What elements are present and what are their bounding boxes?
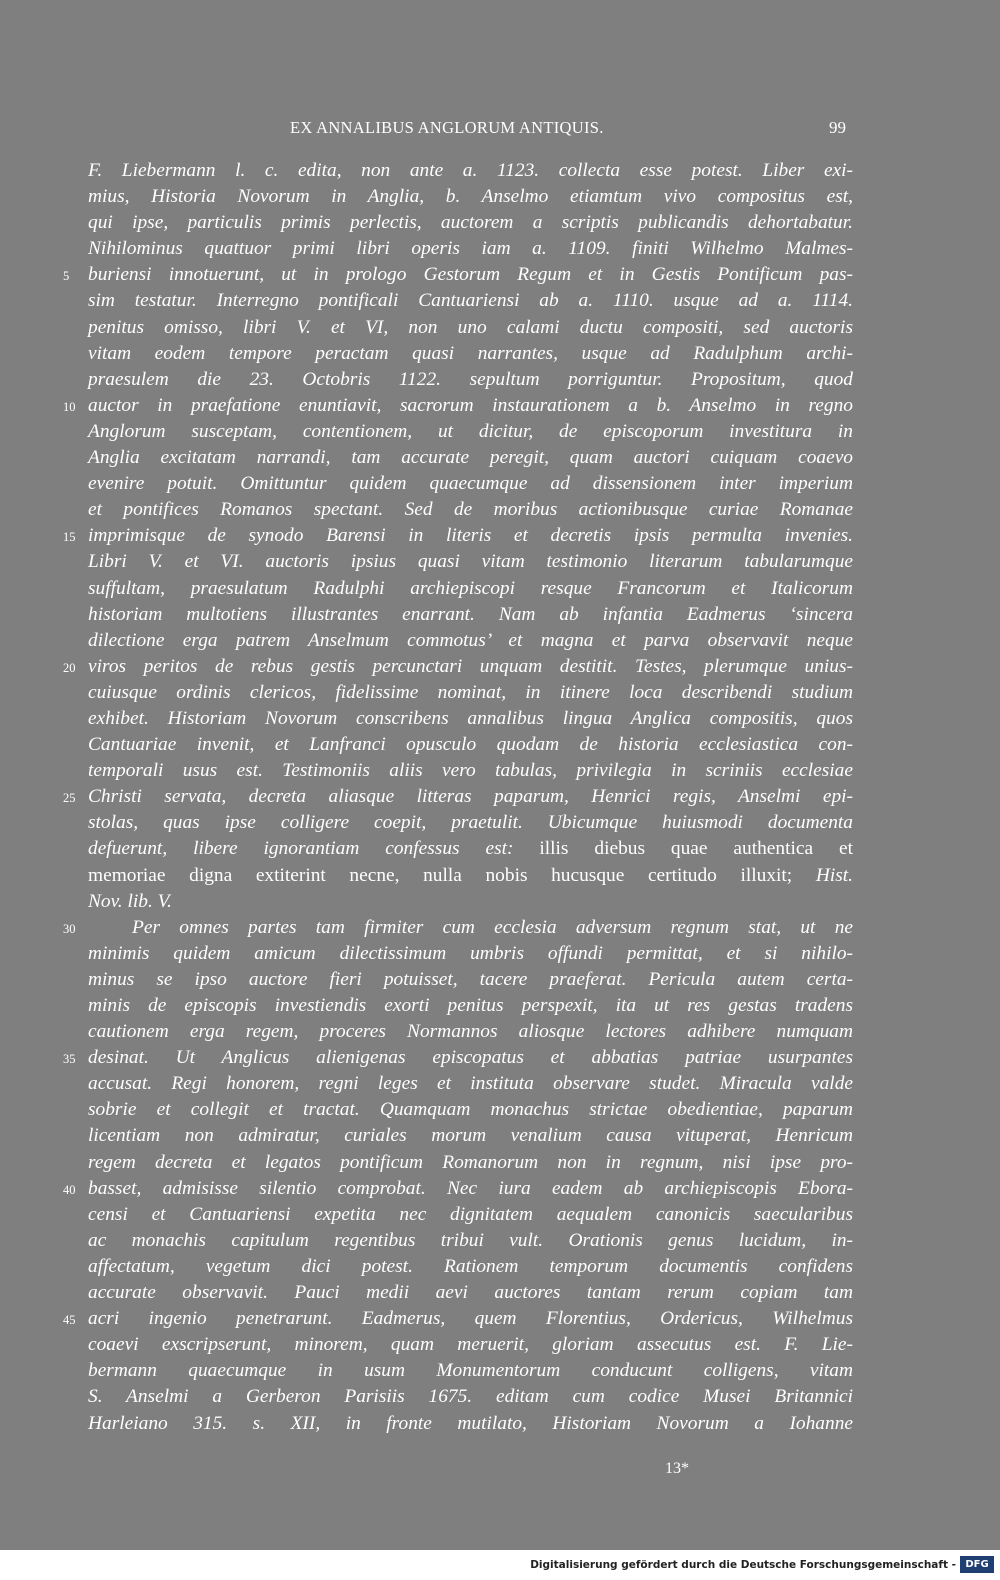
line-text <box>88 497 853 523</box>
text-line <box>63 523 853 549</box>
line-italic-text: penitus omisso, libri V. et VI, non uno calami ductu compositi, sed auctoris <box>88 316 853 338</box>
line-italic-text: regem decreta et legatos pontificum Romanorum non in regnum, nisi ipse pro- <box>88 1151 853 1173</box>
line-text <box>88 1071 853 1097</box>
line-italic-text: Per omnes partes tam firmiter cum ecclesia adversum regnum stat, ut ne <box>132 916 853 938</box>
line-italic-text: viros peritos de rebus gestis percunctari unquam destitit. Testes, plerumque unius- <box>88 655 853 677</box>
text-line <box>63 784 853 810</box>
text-line <box>88 1123 853 1149</box>
line-text <box>88 941 853 967</box>
line-italic-text: stolas, quas ipse colligere coepit, praetulit. Ubicumque huiusmodi documenta <box>88 812 853 834</box>
text-line <box>88 967 853 993</box>
text-line <box>88 628 853 654</box>
line-text <box>88 1123 853 1149</box>
line-text <box>88 341 853 367</box>
line-text <box>88 810 853 836</box>
line-upright-text: illis diebus quae authentica et <box>513 838 853 860</box>
body-text <box>63 158 853 1437</box>
line-italic-text: dilectione erga patrem Anselmum commotus’ et magna et parva observavit neque <box>88 629 853 651</box>
line-text <box>88 993 853 1019</box>
line-text <box>88 549 853 575</box>
line-italic-text: Christi servata, decreta aliasque litteras paparum, Henrici regis, Anselmi epi- <box>88 786 853 808</box>
line-italic-text: licentiam non admiratur, curiales morum venalium causa vituperat, Henricum <box>88 1125 853 1147</box>
line-italic-text: sim testatur. Interregno pontificali Cantuariensi ab a. 1110. usque ad a. 1114. <box>88 290 853 312</box>
line-text <box>88 262 853 288</box>
line-italic-text: auctor in praefatione enuntiavit, sacrorum instaurationem a b. Anselmo in regno <box>88 394 853 416</box>
line-italic-text: Nihilominus quattuor primi libri operis iam a. 1109. finiti Wilhelmo Malmes- <box>88 238 853 260</box>
text-line <box>63 1176 853 1202</box>
line-upright-text: memoriae digna extiterint necne, nulla nobis hucusque certitudo illuxit; <box>88 864 793 886</box>
line-text <box>88 1202 853 1228</box>
line-italic-text: F. Liebermann l. c. edita, non ante a. 1123. collecta esse potest. Liber exi- <box>88 160 853 181</box>
line-number: 40 <box>63 1182 76 1197</box>
line-italic-text: affectatum, vegetum dici potest. Rationem temporum documentis confidens <box>88 1255 853 1277</box>
text-line <box>88 288 853 314</box>
text-line <box>63 654 853 680</box>
line-italic-text: praesulem die 23. Octobris 1122. sepultum porriguntur. Propositum, quod <box>88 368 853 390</box>
funding-note: Digitalisierung gefördert durch die Deutsche Forschungsgemeinschaft - <box>530 1559 956 1571</box>
line-number: 45 <box>63 1313 76 1328</box>
line-text <box>88 654 853 680</box>
line-text <box>88 1411 853 1437</box>
page-number: 99 <box>829 118 846 137</box>
line-italic-text: Libri V. et VI. auctoris ipsius quasi vitam testimonio literarum tabularumque <box>88 551 853 573</box>
line-text <box>88 1280 853 1306</box>
line-text <box>88 158 853 184</box>
text-line <box>88 184 853 210</box>
running-title: EX ANNALIBUS ANGLORUM ANTIQUIS. <box>290 118 604 137</box>
line-text <box>88 576 853 602</box>
text-line <box>88 602 853 628</box>
line-italic-text: buriensi innotuerunt, ut in prologo Gestorum Regum et in Gestis Pontificum pas- <box>88 264 853 286</box>
line-number: 5 <box>63 269 70 284</box>
line-text <box>88 419 853 445</box>
line-text <box>88 915 853 941</box>
line-text <box>88 758 853 784</box>
line-italic-text: accurate observavit. Pauci medii aevi auctores tantam rerum copiam tam <box>88 1282 853 1304</box>
line-italic-text: minis de episcopis investiendis exorti penitus perspexit, ita ut res gestas tradens <box>88 995 853 1016</box>
text-line <box>88 889 853 915</box>
text-line <box>88 158 853 184</box>
text-line <box>88 367 853 393</box>
text-line <box>63 262 853 288</box>
line-text <box>88 836 853 862</box>
line-text <box>88 471 853 497</box>
line-italic-text: acri ingenio penetrarunt. Eadmerus, quem Florentius, Ordericus, Wilhelmus <box>88 1308 853 1330</box>
text-line <box>88 1280 853 1306</box>
text-line <box>88 549 853 575</box>
text-line <box>88 1150 853 1176</box>
line-text <box>88 1019 853 1045</box>
line-italic-text: minus se ipso auctore fieri potuisset, tacere praeferat. Pericula autem certa- <box>88 968 853 990</box>
line-italic-text: Cantuariae invenit, et Lanfranci opusculo quodam de historia ecclesiastica con- <box>88 734 853 756</box>
line-italic-text: exhibet. Historiam Novorum conscribens annalibus lingua Anglica compositis, quos <box>88 707 853 729</box>
line-italic-text: evenire potuit. Omittuntur quidem quaecumque ad dissensionem inter imperium <box>88 473 853 495</box>
line-text <box>88 523 853 549</box>
line-italic-text: cuiusque ordinis clericos, fidelissime nominat, in itinere loca describendi studium <box>88 681 853 703</box>
text-line <box>88 1228 853 1254</box>
line-text <box>88 1306 853 1332</box>
line-number: 15 <box>63 530 76 545</box>
text-line <box>88 680 853 706</box>
text-line <box>88 993 853 1019</box>
line-italic-text: minimis quidem amicum dilectissimum umbris offundi permittat, et si nihilo- <box>88 942 853 964</box>
line-italic-text: suffultam, praesulatum Radulphi archiepiscopi resque Francorum et Italicorum <box>88 577 853 599</box>
text-line <box>88 863 853 889</box>
footer-bar <box>0 1550 1000 1580</box>
line-text <box>88 784 853 810</box>
line-italic-text: cautionem erga regem, proceres Normannos aliosque lectores adhibere numquam <box>88 1021 853 1043</box>
line-text <box>88 680 853 706</box>
line-text <box>88 1228 853 1254</box>
line-text <box>88 706 853 732</box>
text-line <box>88 471 853 497</box>
line-italic-text: coaevi exscripserunt, minorem, quam meruerit, gloriam assecutus est. F. Lie- <box>88 1334 853 1356</box>
text-line <box>88 1358 853 1384</box>
line-number: 30 <box>63 921 76 936</box>
line-text <box>88 889 853 915</box>
line-text <box>88 732 853 758</box>
line-text <box>88 288 853 314</box>
text-line <box>63 393 853 419</box>
text-line <box>88 758 853 784</box>
signature-mark: 13* <box>665 1460 689 1477</box>
line-text <box>88 315 853 341</box>
line-text <box>88 1097 853 1123</box>
text-line <box>63 915 853 941</box>
line-text <box>88 967 853 993</box>
line-number: 20 <box>63 660 76 675</box>
running-head <box>0 118 1000 142</box>
text-line <box>88 1019 853 1045</box>
line-text <box>88 1384 853 1410</box>
line-text <box>88 1150 853 1176</box>
line-italic-text: Anglia excitatam narrandi, tam accurate peregit, quam auctori cuiquam coaevo <box>88 447 853 469</box>
line-text <box>88 367 853 393</box>
line-text <box>88 1332 853 1358</box>
line-number: 25 <box>63 791 76 806</box>
line-italic-text: Harleiano 315. s. XII, in fronte mutilato, Historiam Novorum a Iohanne <box>88 1412 853 1434</box>
text-line <box>88 1071 853 1097</box>
line-italic-text: et pontifices Romanos spectant. Sed de moribus actionibusque curiae Romanae <box>88 499 853 521</box>
line-italic-text: sobrie et collegit et tractat. Quamquam monachus strictae obedientiae, paparum <box>88 1099 853 1121</box>
line-italic-text: Nov. lib. V. <box>88 890 172 912</box>
line-italic-text: censi et Cantuariensi expetita nec dignitatem aequalem canonicis saecularibus <box>88 1203 853 1225</box>
line-text <box>88 184 853 210</box>
text-line <box>88 706 853 732</box>
line-text <box>88 1045 853 1071</box>
line-number: 10 <box>63 399 76 414</box>
line-text <box>88 863 853 889</box>
text-line <box>88 576 853 602</box>
text-line <box>88 210 853 236</box>
text-line <box>88 419 853 445</box>
dfg-logo: DFG <box>960 1556 994 1573</box>
text-line <box>63 1045 853 1071</box>
line-italic-text: vitam eodem tempore peractam quasi narrantes, usque ad Radulphum archi- <box>88 342 853 364</box>
text-line <box>88 1254 853 1280</box>
text-line <box>88 445 853 471</box>
line-number: 35 <box>63 1052 76 1067</box>
line-italic-text: S. Anselmi a Gerberon Parisiis 1675. editam cum codice Musei Britannici <box>88 1386 853 1408</box>
text-line <box>88 1411 853 1437</box>
text-line <box>88 236 853 262</box>
line-italic-text: historiam multotiens illustrantes enarrant. Nam ab infantia Eadmerus ‘sincera <box>88 603 853 625</box>
text-line <box>88 810 853 836</box>
line-italic-tail: Hist. <box>792 864 853 886</box>
line-italic-text: Anglorum susceptam, contentionem, ut dicitur, de episcoporum investitura in <box>88 420 853 442</box>
text-line <box>88 1384 853 1410</box>
text-line <box>88 1332 853 1358</box>
line-italic-text: desinat. Ut Anglicus alienigenas episcopatus et abbatias patriae usurpantes <box>88 1047 853 1069</box>
line-italic-text: qui ipse, particulis primis perlectis, auctorem a scriptis publicandis dehortabatur. <box>88 212 853 234</box>
line-text <box>88 210 853 236</box>
text-line <box>88 732 853 758</box>
line-text <box>88 1358 853 1384</box>
text-line <box>88 341 853 367</box>
line-text <box>88 1254 853 1280</box>
text-line <box>88 1202 853 1228</box>
line-italic-text: accusat. Regi honorem, regni leges et instituta observare studet. Miracula valde <box>88 1073 853 1095</box>
line-text <box>88 393 853 419</box>
text-line <box>88 941 853 967</box>
text-line <box>88 1097 853 1123</box>
text-line <box>88 836 853 862</box>
line-italic-text: imprimisque de synodo Barensi in literis et decretis ipsis permulta invenies. <box>88 525 853 547</box>
line-italic-text: defuerunt, libere ignorantiam confessus est: <box>88 838 514 860</box>
line-italic-text: basset, admisisse silentio comprobat. Nec iura eadem ab archiepiscopis Ebora- <box>88 1177 853 1199</box>
line-italic-text: ac monachis capitulum regentibus tribui vult. Orationis genus lucidum, in- <box>88 1229 853 1251</box>
line-text <box>88 1176 853 1202</box>
line-italic-text: bermann quaecumque in usum Monumentorum conducunt colligens, vitam <box>88 1360 853 1382</box>
line-text <box>88 602 853 628</box>
text-line <box>63 1306 853 1332</box>
line-italic-text: temporali usus est. Testimoniis aliis vero tabulas, privilegia in scriniis ecclesiae <box>88 760 853 782</box>
line-italic-text: mius, Historia Novorum in Anglia, b. Anselmo etiamtum vivo compositus est, <box>88 186 853 208</box>
line-text <box>88 628 853 654</box>
text-line <box>88 315 853 341</box>
line-text <box>88 236 853 262</box>
line-text <box>88 445 853 471</box>
text-line <box>88 497 853 523</box>
